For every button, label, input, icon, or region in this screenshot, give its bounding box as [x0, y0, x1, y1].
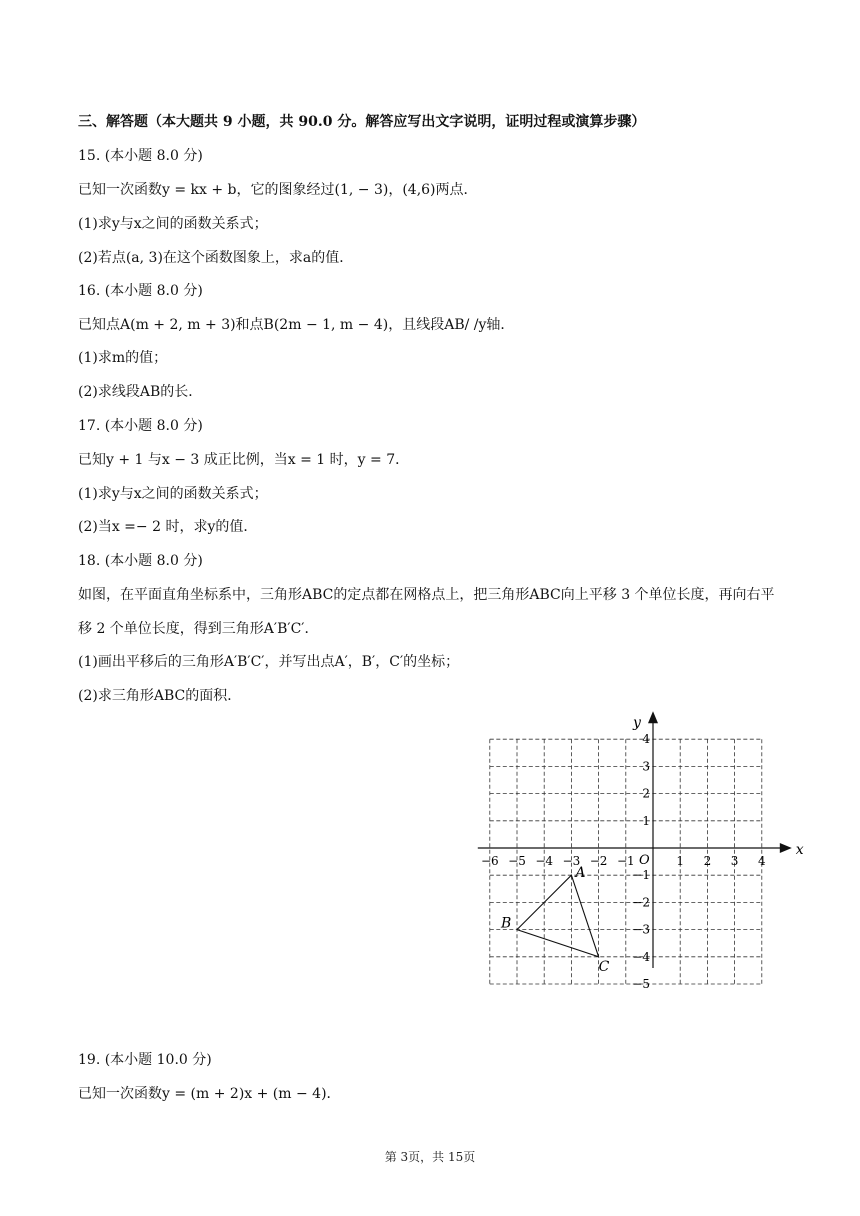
problem-15-part-1: (1)求y与x之间的函数关系式；: [78, 216, 268, 232]
y-tick-label: 2: [642, 786, 650, 801]
problem-18-header: 18. (本小题 8.0 分): [78, 553, 203, 569]
x-tick-label: −3: [562, 854, 581, 868]
x-tick-label: −4: [535, 854, 554, 868]
problem-17-header: 17. (本小题 8.0 分): [78, 418, 203, 434]
origin-label: O: [639, 853, 650, 868]
y-tick-label: 1: [642, 813, 650, 828]
problem-18-part-1: (1)画出平移后的三角形A′B′C′，并写出点A′，B′，C′的坐标；: [78, 654, 460, 670]
page-footer: 第 3页，共 15页: [384, 1150, 476, 1164]
x-axis-label: x: [795, 842, 804, 858]
problem-17-part-1: (1)求y与x之间的函数关系式；: [78, 486, 268, 502]
problem-16-stem: 已知点A(m + 2, m + 3)和点B(2m − 1, m − 4)，且线段AB/ /y轴．: [78, 317, 515, 333]
problem-19-header: 19. (本小题 10.0 分): [78, 1052, 212, 1068]
problem-15-header: 15. (本小题 8.0 分): [78, 148, 203, 164]
vertex-label-b: B: [501, 915, 512, 932]
y-tick-label: 3: [642, 759, 650, 774]
y-tick-label: −4: [632, 949, 650, 964]
x-tick-label: 1: [676, 854, 685, 868]
y-tick-label: −1: [632, 868, 650, 883]
problem-18-part-2: (2)求三角形ABC的面积．: [78, 688, 242, 704]
y-axis-label: y: [633, 715, 641, 732]
coordinate-grid-figure: [472, 708, 804, 1014]
problem-17-stem: 已知y + 1 与x − 3 成正比例，当x = 1 时，y = 7．: [78, 452, 410, 468]
triangle-abc: [517, 875, 599, 957]
y-tick-label: −2: [632, 895, 650, 910]
vertex-label-a: A: [575, 865, 586, 882]
problem-15-part-2: (2)若点(a, 3)在这个函数图象上，求a的值．: [78, 250, 354, 266]
x-tick-label: 4: [757, 854, 766, 868]
x-tick-label: 2: [703, 854, 712, 868]
problem-15-stem: 已知一次函数y = kx + b，它的图象经过(1, − 3)，(4,6)两点．: [78, 182, 478, 198]
x-tick-label: −5: [508, 854, 526, 868]
y-tick-label: 4: [642, 732, 650, 747]
problem-16-part-1: (1)求m的值；: [78, 350, 168, 366]
problem-17-part-2: (2)当x =− 2 时，求y的值．: [78, 519, 258, 535]
section-heading: 三、解答题（本大题共 9 小题，共 90.0 分。解答应写出文字说明，证明过程或演算步骤）: [78, 114, 646, 130]
vertex-label-c: C: [598, 958, 610, 975]
problem-19-stem: 已知一次函数y = (m + 2)x + (m − 4)．: [78, 1086, 341, 1102]
x-tick-label: −1: [616, 854, 635, 868]
problem-16-header: 16. (本小题 8.0 分): [78, 283, 203, 299]
x-tick-label: 3: [730, 854, 739, 868]
x-tick-label: −2: [589, 854, 608, 868]
problem-18-stem: 如图，在平面直角坐标系中，三角形ABC的定点都在网格点上，把三角形ABC向上平移 3 个单位长度，再向右平移 2 个单位长度，得到三角形A′B′C′．: [78, 587, 775, 637]
y-tick-label: −3: [632, 922, 650, 937]
y-axis-arrow: [648, 711, 658, 723]
x-tick-label: −6: [480, 854, 499, 868]
y-tick-label: −5: [632, 977, 650, 991]
x-axis-arrow: [780, 843, 792, 853]
problem-16-part-2: (2)求线段AB的长．: [78, 384, 203, 400]
